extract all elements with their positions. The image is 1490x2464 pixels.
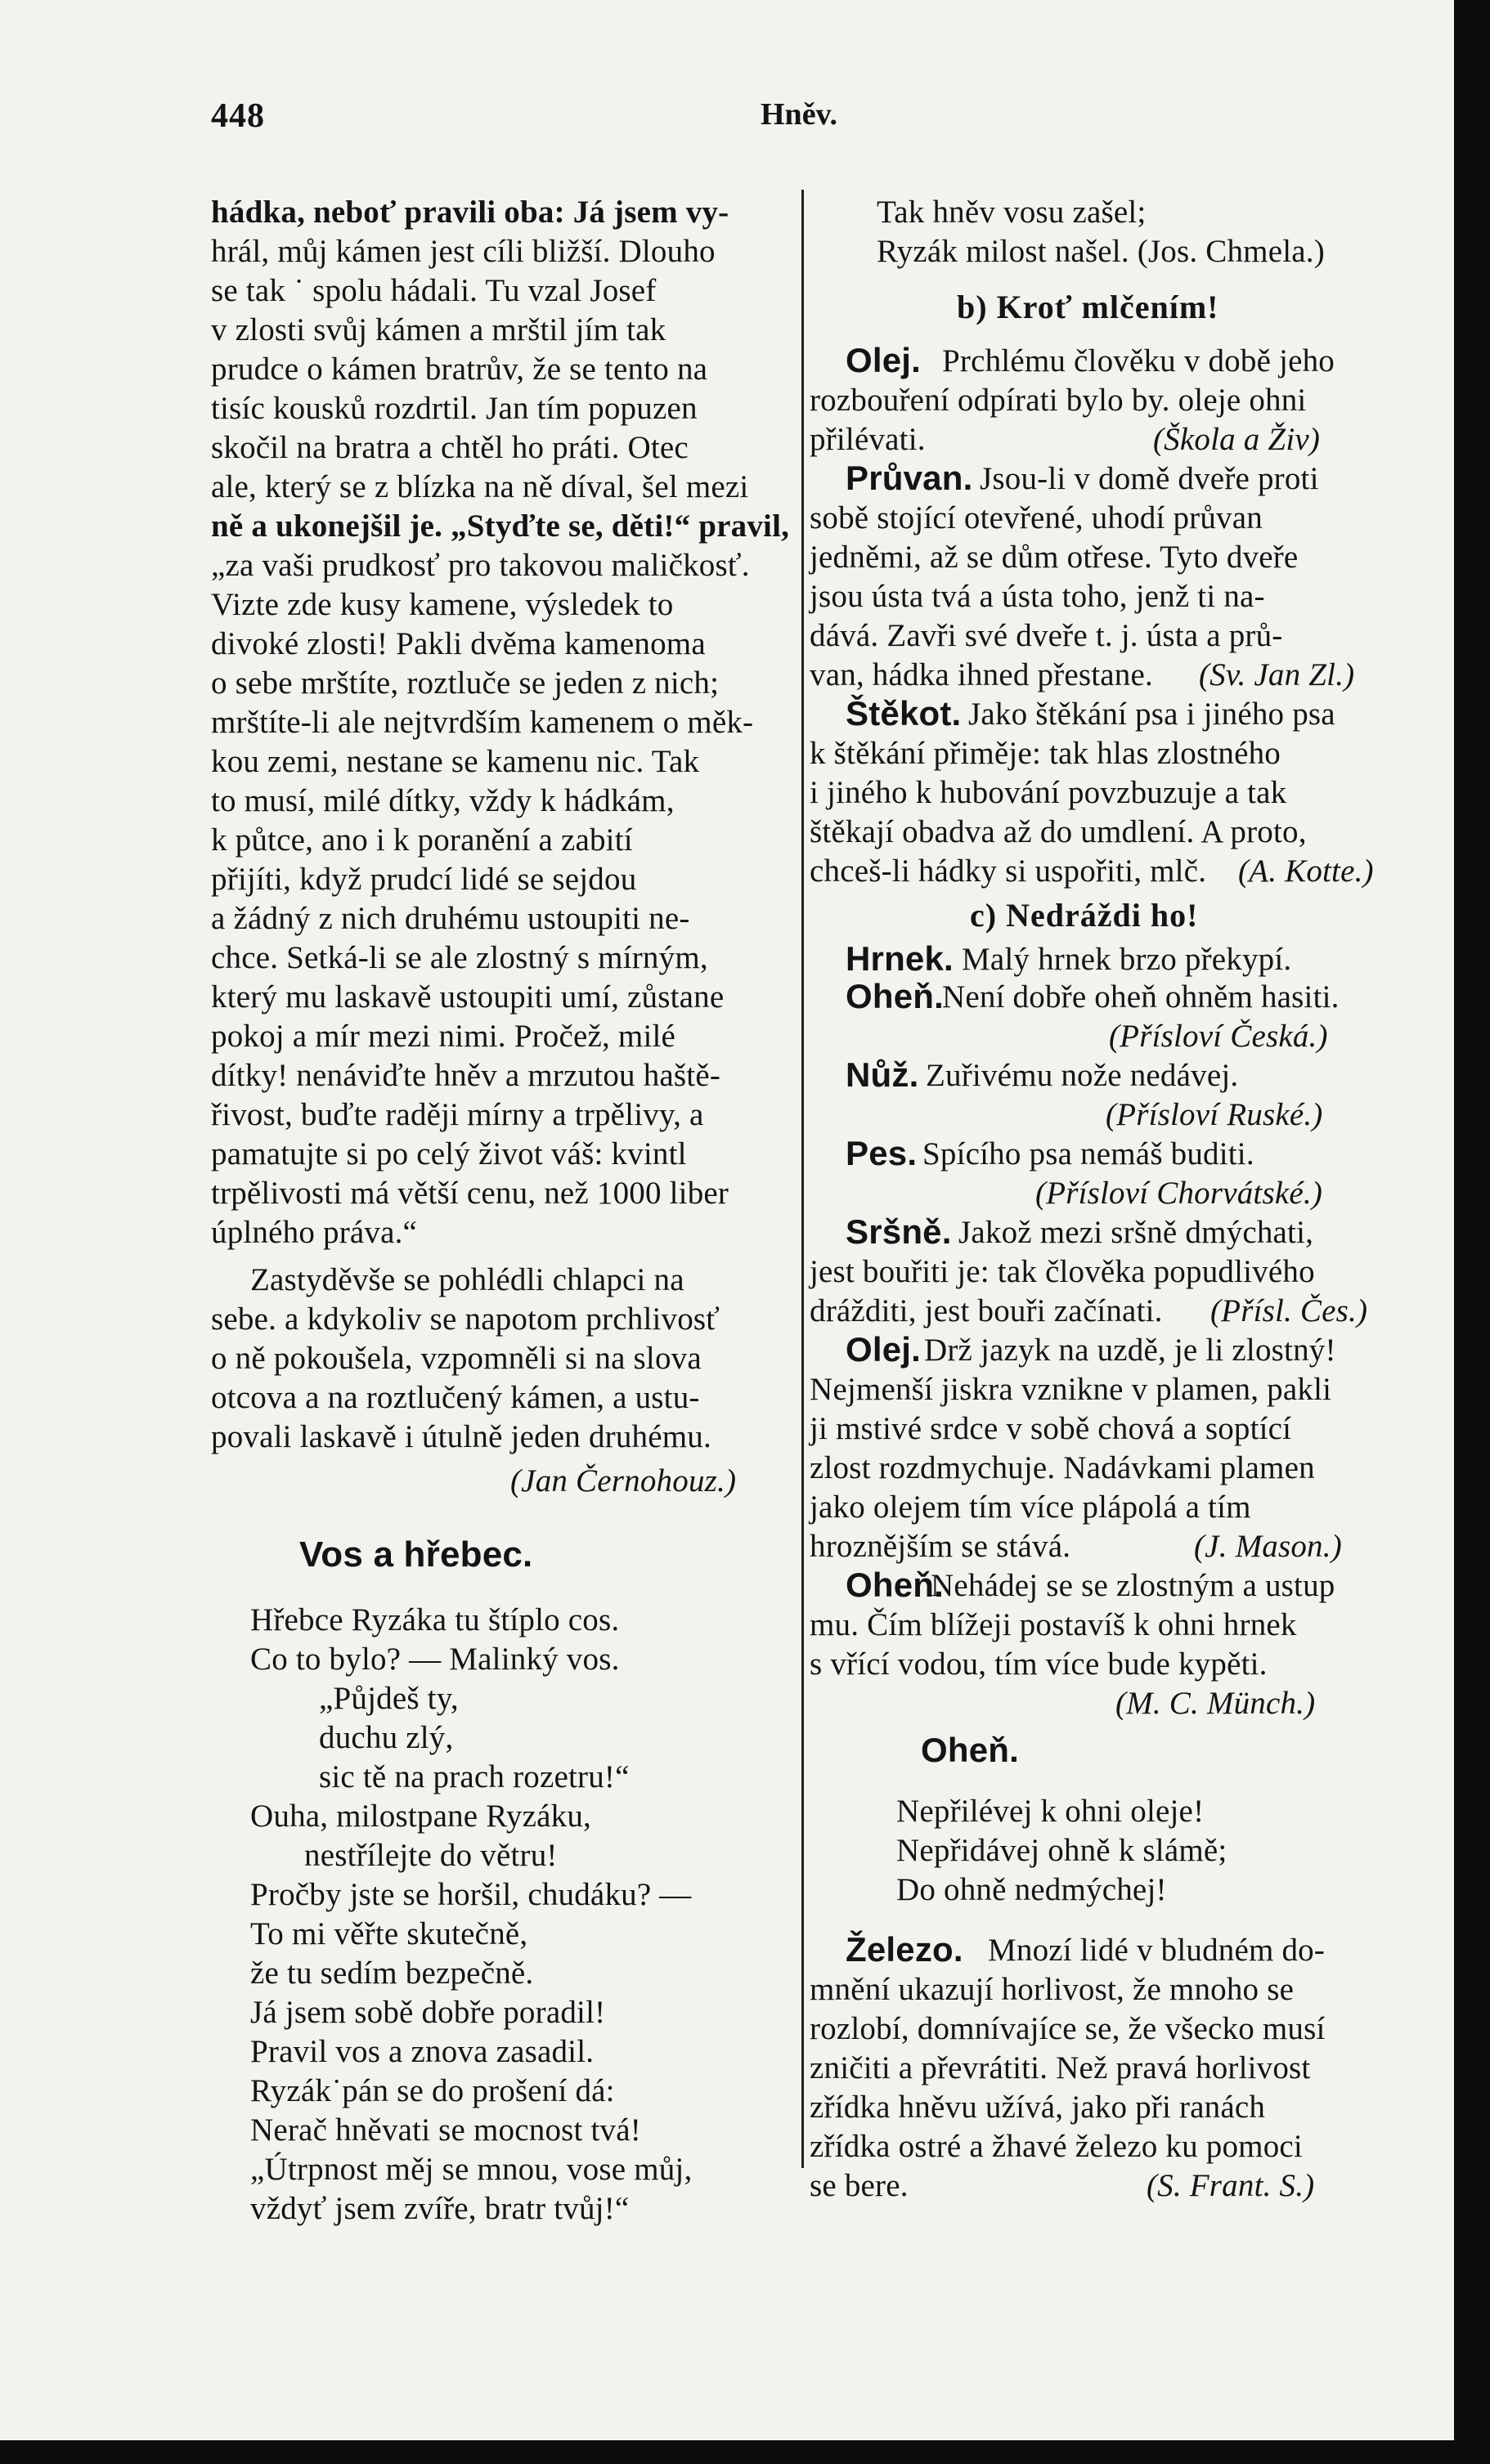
entry-heading: Průvan. — [846, 459, 973, 497]
text-line: pokoj a mír mezi nimi. Pročež, milé — [211, 1019, 676, 1054]
entry-heading: Oheň. — [846, 977, 945, 1015]
entry-text: Nejmenší jiskra vznikne v plamen, pakli — [810, 1372, 1332, 1407]
poem-line: Hřebce Ryzáka tu štíplo cos. — [250, 1602, 620, 1637]
entry-heading: Oheň. — [846, 1566, 945, 1604]
entry-text: chceš-li hádky si uspořiti, mlč. — [810, 853, 1207, 889]
poem-line: Tak hněv vosu zašel; — [877, 195, 1147, 230]
poem-line: že tu sedím bezpečně. — [250, 1956, 534, 1991]
entry-text: rozlobí, domnívajíce se, že všecko musí — [810, 2011, 1326, 2046]
poem-line: Nepřilévej k ohni oleje! — [896, 1794, 1205, 1829]
source: (Přísloví Chorvátské.) — [1035, 1176, 1323, 1211]
entry-heading: Olej. — [846, 1330, 922, 1369]
entry-text: Prchlému člověku v době jeho — [942, 343, 1335, 379]
text-line: o ně pokoušela, vzpomněli si na slova — [211, 1341, 702, 1376]
entry-text: mnění ukazují horlivost, že mnoho se — [810, 1972, 1295, 2007]
entry-text: zřídka hněvu užívá, jako při ranách — [810, 2090, 1266, 2125]
entry-text: Mnozí lidé v bludném do- — [988, 1933, 1326, 1968]
entry-text: Nehádej se se zlostným a ustup — [931, 1568, 1335, 1603]
entry-text: jako olejem tím více plápolá a tím — [810, 1490, 1251, 1525]
text-line: dítky! nenáviďte hněv a mrzutou haště- — [211, 1058, 721, 1093]
entry-text: van, hádka ihned přestane. — [810, 657, 1153, 692]
entry-text: zřídka ostré a žhavé železo ku pomoci — [810, 2129, 1303, 2164]
entry-text: jest bouřiti je: tak člověka popudlivého — [810, 1254, 1315, 1289]
entry-heading: Štěkot. — [846, 694, 962, 732]
column-divider — [801, 190, 804, 2168]
entry-text: jedněmi, až se dům otřese. Tyto dveře — [810, 540, 1299, 575]
text-line: otcova a na roztlučený kámen, a ustu- — [211, 1380, 700, 1415]
text-line: Vizte zde kusy kamene, výsledek to — [211, 587, 674, 622]
text-line: řivost, buďte raději mírny a trpělivy, a — [211, 1097, 704, 1132]
poem-line: Ouha, milostpane Ryzáku, — [250, 1799, 591, 1834]
text-line: přijíti, když prudcí lidé se sejdou — [211, 862, 637, 897]
poem-line: sic tě na prach rozetru!“ — [319, 1759, 630, 1794]
entry-text: se bere. — [810, 2168, 909, 2203]
entry-text: sobě stojící otevřené, uhodí průvan — [810, 500, 1263, 535]
entry-heading: Hrnek. — [846, 939, 954, 978]
attribution: (Jan Černohouz.) — [510, 1463, 737, 1499]
source: (Přísloví Česká.) — [1109, 1019, 1328, 1054]
entry-text: dává. Zavři své dveře t. j. ústa a prů- — [810, 618, 1283, 653]
entry-text: Jakož mezi sršně dmýchati, — [958, 1215, 1314, 1250]
poem-line: „Půjdeš ty, — [319, 1681, 459, 1716]
entry-text: ji mstivé srdce v sobě chová a soptící — [810, 1411, 1292, 1446]
entry-heading: Sršně. — [846, 1212, 952, 1251]
text-line: úplného práva.“ — [211, 1215, 418, 1250]
text-line: prudce o kámen bratrův, že se tento na — [211, 352, 708, 387]
source: (Přísloví Ruské.) — [1106, 1097, 1323, 1132]
text-line: ale, který se z blízka na ně díval, šel mezi — [211, 469, 749, 504]
entry-heading: Oheň. — [921, 1731, 1020, 1769]
entry-heading: Železo. — [846, 1930, 963, 1969]
text-line: trpělivosti má větší cenu, než 1000 liber — [211, 1176, 729, 1211]
text-line: hrál, můj kámen jest cíli bližší. Dlouho — [211, 234, 716, 269]
entry-text: Není dobře oheň ohněm hasiti. — [942, 979, 1340, 1015]
source: (Škola a Živ) — [1153, 422, 1321, 457]
text-line: skočil na bratra a chtěl ho práti. Otec — [211, 430, 689, 465]
text-line: „za vaši prudkosť pro takovou maličkosť. — [211, 548, 750, 583]
text-line: mrštíte-li ale nejtvrdším kamenem o měk- — [211, 705, 754, 740]
poem-title: Vos a hřebec. — [299, 1534, 533, 1575]
text-line: k půtce, ano i k poranění a zabití — [211, 822, 633, 858]
text-line: divoké zlosti! Pakli dvěma kamenoma — [211, 626, 706, 661]
entry-text: zlost rozdmychuje. Nadávkami plamen — [810, 1450, 1315, 1485]
text-line: sebe. a kdykoliv se napotom prchlivosť — [211, 1301, 720, 1337]
poem-line: Nepřidávej ohně k slámě; — [896, 1833, 1227, 1868]
poem-line: Pravil vos a znova zasadil. — [250, 2034, 595, 2069]
entry-heading: Pes. — [846, 1134, 918, 1172]
entry-text: štěkají obadva až do umdlení. A proto, — [810, 814, 1307, 849]
text-line: a žádný z nich druhému ustoupiti ne- — [211, 901, 690, 936]
text-line: v zlosti svůj kámen a mrštil jím tak — [211, 312, 666, 347]
entry-text: s vřící vodou, tím více bude kypěti. — [810, 1646, 1268, 1682]
text-line: povali laskavě i útulně jeden druhému. — [211, 1419, 711, 1454]
text-line: pamatujte si po celý život váš: kvintl — [211, 1136, 687, 1172]
poem-line: Nerač hněvati se mocnost tvá! — [250, 2112, 641, 2148]
entry-text: Zuřivému nože nedávej. — [926, 1058, 1239, 1093]
poem-line: vždyť jsem zvíře, bratr tvůj!“ — [250, 2191, 630, 2226]
text-line: tisíc kousků rozdrtil. Jan tím popuzen — [211, 391, 698, 426]
entry-text: Jako štěkání psa i jiného psa — [968, 697, 1335, 732]
poem-line: To mi věřte skutečně, — [250, 1916, 528, 1951]
entry-text: Malý hrnek brzo překypí. — [962, 942, 1292, 977]
source: (S. Frant. S.) — [1147, 2168, 1315, 2203]
text-line: kou zemi, nestane se kamenu nic. Tak — [211, 744, 700, 779]
source: (Přísl. Čes.) — [1210, 1293, 1368, 1328]
text-line: Zastyděvše se pohlédli chlapci na — [250, 1262, 684, 1297]
entry-text: Spícího psa nemáš buditi. — [922, 1136, 1254, 1172]
entry-text: mu. Čím blížeji postavíš k ohni hrnek — [810, 1607, 1297, 1642]
source: (M. C. Münch.) — [1115, 1686, 1316, 1721]
poem-line: Ryzák˙pán se do prošení dá: — [250, 2073, 615, 2108]
poem-line: Co to bylo? — Malinký vos. — [250, 1642, 620, 1677]
poem-line: Pročby jste se horšil, chudáku? — — [250, 1877, 692, 1912]
text-line: to musí, milé dítky, vždy k hádkám, — [211, 783, 675, 818]
text-line: hádka, neboť pravili oba: Já jsem vy- — [211, 195, 729, 230]
entry-text: zničiti a převrátiti. Než pravá horlivost — [810, 2050, 1311, 2085]
entry-text: k štěkání přiměje: tak hlas zlostného — [810, 736, 1281, 771]
poem-line: Já jsem sobě dobře poradil! — [250, 1995, 606, 2030]
poem-line: Do ohně nedmýchej! — [896, 1872, 1167, 1907]
text-line: ně a ukonejšil je. „Styďte se, děti!“ pravil, — [211, 508, 790, 544]
page-number: 448 — [211, 97, 265, 135]
poem-line: „Útrpnost měj se mnou, vose můj, — [250, 2152, 693, 2187]
text-line: o sebe mrštíte, roztluče se jeden z nich; — [211, 665, 720, 701]
running-head: Hněv. — [761, 97, 837, 132]
text-line: se tak ˙ spolu hádali. Tu vzal Josef — [211, 273, 657, 308]
entry-text: i jiného k hubování povzbuzuje a tak — [810, 775, 1287, 810]
poem-line: duchu zlý, — [319, 1720, 454, 1755]
source: (J. Mason.) — [1194, 1529, 1342, 1564]
entry-text: přilévati. — [810, 422, 926, 457]
text-line: chce. Setká-li se ale zlostný s mírným, — [211, 940, 708, 975]
entry-text: jsou ústa tvá a ústa toho, jenž ti na- — [810, 579, 1265, 614]
section-heading: b) Kroť mlčením! — [957, 289, 1219, 325]
entry-heading: Olej. — [846, 341, 922, 379]
poem-line: nestřílejte do větru! — [304, 1838, 558, 1873]
entry-text: Jsou-li v domě dveře proti — [980, 461, 1319, 496]
entry-text: rozbouření odpírati bylo by. oleje ohni — [810, 383, 1307, 418]
section-heading: c) Nedráždi ho! — [970, 897, 1199, 934]
entry-text: drážditi, jest bouři začínati. — [810, 1293, 1163, 1328]
entry-heading: Nůž. — [846, 1055, 919, 1094]
source: (A. Kotte.) — [1238, 853, 1374, 889]
poem-line: Ryzák milost našel. (Jos. Chmela.) — [877, 234, 1325, 269]
text-line: který mu laskavě ustoupiti umí, zůstane — [211, 979, 725, 1015]
source: (Sv. Jan Zl.) — [1199, 657, 1355, 692]
entry-text: hroznějším se stává. — [810, 1529, 1071, 1564]
entry-text: Drž jazyk na uzdě, je li zlostný! — [924, 1333, 1336, 1368]
